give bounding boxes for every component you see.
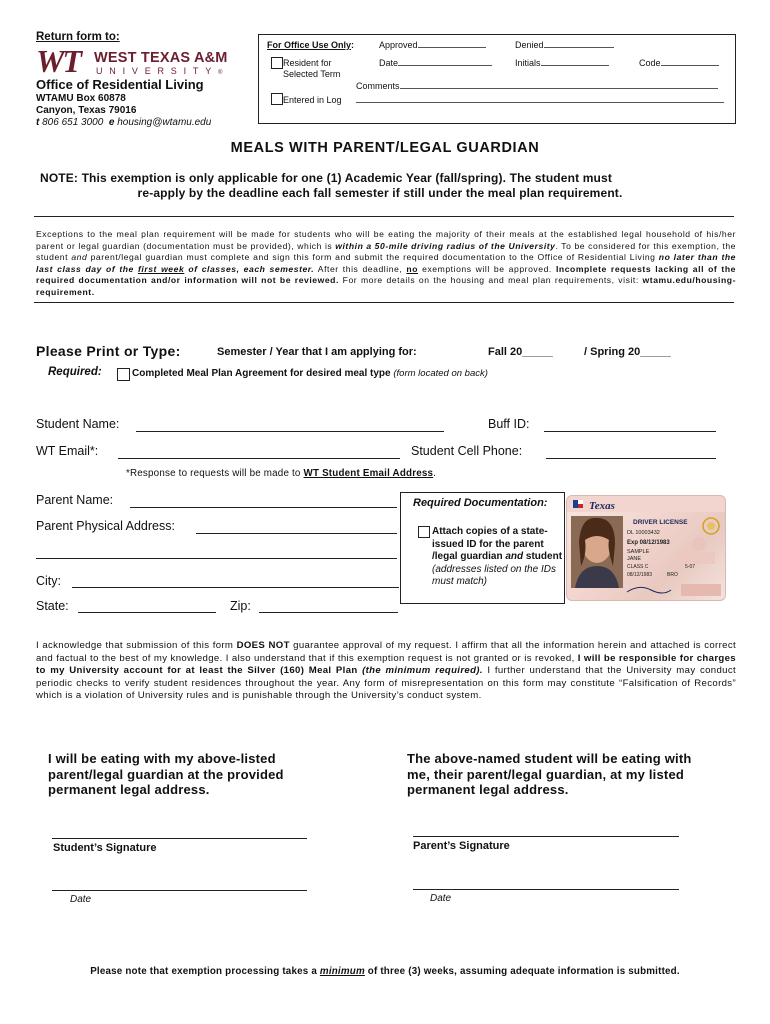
response-note: *Response to requests will be made to WT Student Email Address. (126, 468, 437, 479)
email-address[interactable]: housing@wtamu.edu (117, 117, 212, 128)
wt-email-label: WT Email*: (36, 444, 99, 458)
id-eyes-text: BRO (667, 572, 678, 578)
code-field[interactable]: Code (639, 58, 719, 68)
id-card-graphic (567, 496, 726, 601)
cell-phone-label: Student Cell Phone: (411, 444, 523, 458)
parent-signature-label: Parent’s Signature (413, 840, 510, 852)
comments-line-2[interactable] (356, 95, 724, 105)
parent-address-field[interactable] (196, 533, 397, 534)
meal-plan-agreement-label: Completed Meal Plan Agreement for desired meal type (form located on back) (132, 368, 488, 379)
id-firstname-text: JANE (627, 556, 642, 562)
student-name-field[interactable] (136, 431, 444, 432)
wtamu-logo (36, 43, 236, 79)
meal-plan-agreement-checkbox[interactable] (117, 368, 130, 381)
id-type-text: DRIVER LICENSE (633, 519, 688, 526)
id-hgt-text: 5-07 (685, 564, 696, 570)
semester-label: Semester / Year that I am applying for: (217, 346, 417, 358)
zip-field[interactable] (259, 612, 398, 613)
sample-id-card-image (566, 495, 726, 601)
spring-year-field[interactable]: / Spring 20_____ (584, 346, 671, 358)
note-line-1: NOTE: This exemption is only applicable for one (1) Academic Year (fall/spring). The student must (40, 171, 612, 185)
student-name-label: Student Name: (36, 417, 120, 431)
resident-label: Resident for Selected Term (283, 58, 341, 79)
student-date-field[interactable] (52, 890, 307, 891)
student-signature-field[interactable] (52, 838, 307, 839)
cell-phone-field[interactable] (546, 458, 716, 459)
parent-date-label: Date (430, 893, 452, 904)
parent-address-label: Parent Physical Address: (36, 519, 175, 533)
date-field[interactable]: Date (379, 58, 492, 68)
logo-university: UNIVERSITY® (96, 66, 223, 76)
state-label: State: (36, 599, 69, 613)
denied-field[interactable]: Denied (515, 40, 614, 50)
acknowledgement-paragraph: I acknowledge that submission of this form DOES NOT guarantee approval of my request. I affirm that all the information herein and attached is correct and factual to the best of my knowledge. I also understand that if this exemption request is not granted or is revoked, I will be responsible for charges to my University account for at least the Silver (160) Meal Plan (the minimum required). I further understand that the University may conduct periodic checks to verify student residences throughout the year. Any form of misrepresentation on this form may constitute “Falsification of Records” which is a violation of University rules and is punishable through the University’s conduct system. (36, 640, 737, 702)
exceptions-paragraph: Exceptions to the meal plan requirement will be made for students who will be eating the majority of their meals at the established legal household of his/her parent or legal guardian (documentation must be provided), which is within a 50-mile driving radius of the University. To be considered for this exemption, the student and parent/legal guardian must complete and sign this form and submit the required documentation to the Office of Residential Living no later than the last class day of the first week of classes, each semester. After this deadline, no exemptions will be approved. Incomplete requests lacking all of the required documentation and/or information will not be reviewed. For more details on the housing and meal plan requirements, visit: wtamu.edu/housing-requirement. (36, 229, 737, 297)
id-class-text: CLASS C (627, 564, 649, 570)
page-title: MEALS WITH PARENT/LEGAL GUARDIAN (230, 140, 540, 156)
please-print-label: Please Print or Type: (36, 343, 181, 359)
id-state-text: Texas (589, 500, 615, 512)
return-to-label: Return form to: (36, 31, 120, 43)
divider-top (34, 216, 734, 217)
wt-email-field[interactable] (118, 458, 400, 459)
student-statement: I will be eating with my above-listed parent/legal guardian at the provided permanent legal address. (48, 751, 284, 797)
parent-name-label: Parent Name: (36, 493, 114, 507)
logo-wt-mark: WT (36, 43, 80, 79)
parent-address-line-2[interactable] (36, 558, 397, 559)
state-field[interactable] (78, 612, 216, 613)
student-signature-label: Student’s Signature (53, 842, 157, 854)
note-line-2: re-apply by the deadline each fall semester if still under the meal plan requirement. (137, 186, 623, 200)
initials-field[interactable]: Initials (515, 58, 609, 68)
entered-log-label: Entered in Log (283, 95, 342, 105)
divider-bottom (34, 302, 734, 303)
required-docs-title: Required Documentation: (413, 497, 548, 509)
id-dob-text: 08/12/1983 (627, 572, 653, 578)
approved-field[interactable]: Approved (379, 40, 486, 50)
id-exp-text: Exp 08/12/1983 (627, 540, 670, 546)
entered-log-checkbox[interactable] (271, 93, 283, 105)
footer-note: Please note that exemption processing takes a minimum of three (3) weeks, assuming adequate information is submitted. (90, 966, 680, 977)
city-label: City: (36, 574, 61, 588)
parent-name-field[interactable] (130, 507, 397, 508)
contact-line: t 806 651 3000 e housing@wtamu.edu (36, 117, 212, 128)
fall-year-field[interactable]: Fall 20_____ (488, 346, 553, 358)
office-use-label: For Office Use Only: (267, 40, 355, 50)
resident-checkbox[interactable] (271, 57, 283, 69)
address-box: WTAMU Box 60878 (36, 93, 126, 104)
attach-id-checkbox[interactable] (418, 526, 430, 538)
phone-number: 806 651 3000 (42, 117, 104, 128)
student-date-label: Date (70, 894, 92, 905)
id-dl-text: DL 10003432 (627, 530, 660, 536)
parent-statement: The above-named student will be eating with me, their parent/legal guardian, at my listed permanent legal address. (407, 751, 692, 797)
comments-field[interactable]: Comments (356, 81, 718, 91)
buff-id-label: Buff ID: (488, 417, 530, 431)
logo-name: WEST TEXAS A&M (94, 50, 228, 66)
id-name-text: SAMPLE (627, 549, 650, 555)
zip-label: Zip: (230, 599, 251, 613)
attach-id-label: Attach copies of a state-issued ID for the parent /legal guardian and student (addresses listed on the IDs must match) (432, 526, 563, 588)
office-use-box (258, 34, 736, 124)
parent-signature-field[interactable] (413, 836, 679, 837)
housing-url-link[interactable]: wtamu.edu/housing-requirement. (36, 275, 736, 297)
address-city: Canyon, Texas 79016 (36, 105, 137, 116)
required-label: Required: (48, 366, 102, 378)
city-field[interactable] (72, 587, 399, 588)
buff-id-field[interactable] (544, 431, 716, 432)
office-name: Office of Residential Living (36, 77, 204, 92)
parent-date-field[interactable] (413, 889, 679, 890)
